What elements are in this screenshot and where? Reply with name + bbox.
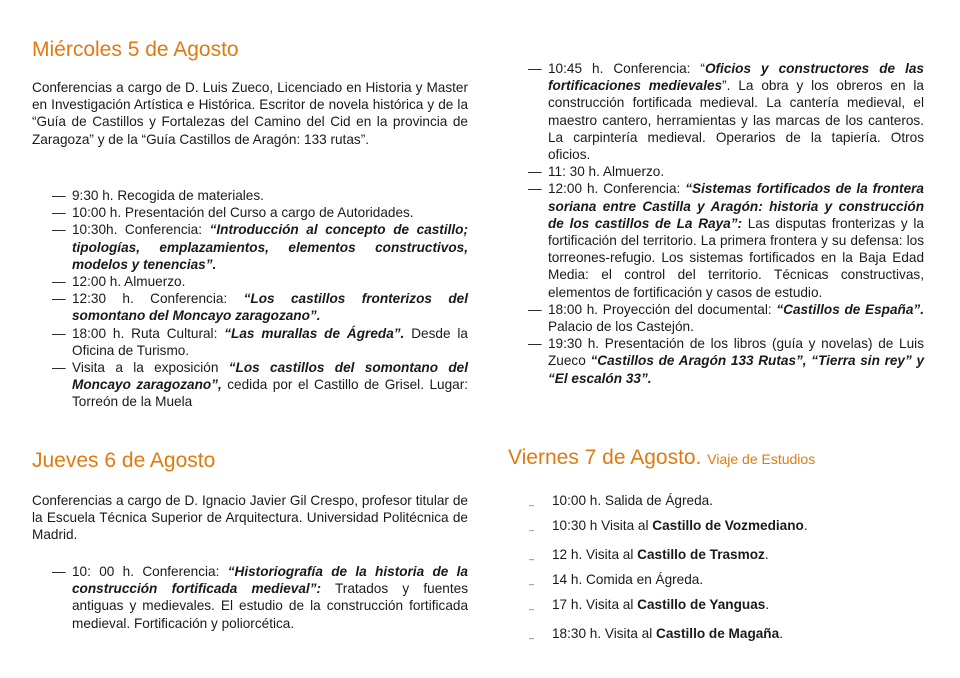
list-item: — 12:00 h. Almuerzo.	[52, 274, 186, 290]
friday-title	[508, 446, 815, 470]
thursday-intro: Conferencias a cargo de D. Ignacio Javier Gil Crespo, profesor titular de la Escuela Técnica Superior de Arquitectura. Universidad Politécnica de Madrid.	[32, 493, 468, 543]
list-item: – 12 h. Visita al Castillo de Trasmoz.	[529, 547, 769, 564]
thursday-schedule	[32, 563, 468, 632]
list-item: — 10:00 h. Presentación del Curso a cargo de Autoridades.	[52, 205, 414, 221]
wednesday-intro: Conferencias a cargo de D. Luis Zueco, Licenciado en Historia y Master en Investigación Artística e Histórica. Escritor de novela histórica y de la “Guía de Castillos y Fortalezas del Camino del Cid en la provincia de Zaragoza” y de la “Guía Castillos de Aragón: 133 rutas”.	[32, 80, 468, 147]
wednesday-schedule	[32, 187, 468, 411]
list-item: — Visita a la exposición “Los castillos del somontano del Moncayo zaragozano”, cedida por el Castillo de Grisel. Lugar: Torreón de la Muela	[52, 360, 469, 410]
list-item: – 10:00 h. Salida de Ágreda.	[529, 493, 713, 510]
list-item: — 10: 00 h. Conferencia: “Historiografía de la historia de la construcción fortificada medieval”: Tratados y fuentes antiguas y medievales. El estudio de la construcción fortificada medieval. Fortificación y poliorcética.	[52, 564, 468, 631]
list-item: — 10:45 h. Conferencia: “Oficios y constructores de las fortificaciones medievales”. La obra y los obreros en la construcción fortificada medieval. La cantería medieval, el maestro cantero, herramientas y las marcas de los canteros. La carpintería medieval. Operarios de la tapiería. Otros oficios.	[528, 61, 924, 163]
list-item: – 10:30 h Visita al Castillo de Vozmediano.	[529, 518, 808, 535]
list-item: – 18:30 h. Visita al Castillo de Magaña.	[529, 626, 783, 643]
list-item: — 18:00 h. Proyección del documental: “Castillos de España”. Palacio de los Castejón.	[528, 301, 924, 335]
list-item: — 10:30h. Conferencia: “Introducción al concepto de castillo; tipologías, emplazamientos, elementos constructivos, modelos y tenencias”.	[52, 222, 468, 272]
list-item: — 9:30 h. Recogida de materiales.	[52, 188, 264, 203]
thursday-title: Jueves 6 de Agosto	[32, 449, 216, 472]
friday-subtitle: Viaje de Estudios	[707, 451, 816, 467]
thursday-schedule-continued	[510, 60, 924, 387]
friday-schedule	[510, 492, 924, 642]
list-item: – 17 h. Visita al Castillo de Yanguas.	[529, 597, 770, 614]
wednesday-title: Miércoles 5 de Agosto	[32, 38, 239, 61]
list-item: – 14 h. Comida en Ágreda.	[529, 572, 704, 589]
list-item: — 19:30 h. Presentación de los libros (guía y novelas) de Luis Zueco “Castillos de Aragón 133 Rutas”, “Tierra sin rey” y “El escalón 33”.	[528, 336, 925, 386]
list-item: — 12:00 h. Conferencia: “Sistemas fortificados de la frontera soriana entre Castilla y Aragón: historia y construcción de los castillos de La Raya”: Las disputas fronterizas y la fortificación del territorio. La primera frontera y su defensa: los torreones-refugio. Los sistemas fortificados en la Baja Edad Media: el control del territorio. Técnicas constructivas, elementos de fortificación y casos de estudio.	[528, 181, 924, 300]
list-item: — 11: 30 h. Almuerzo.	[528, 164, 665, 180]
list-item: — 12:30 h. Conferencia: “Los castillos fronterizos del somontano del Moncayo zaragozano”.	[52, 291, 468, 324]
list-item: — 18:00 h. Ruta Cultural: “Las murallas de Ágreda”. Desde la Oficina de Turismo.	[52, 325, 468, 358]
friday-title-text: Viernes 7 de Agosto.	[508, 446, 702, 469]
